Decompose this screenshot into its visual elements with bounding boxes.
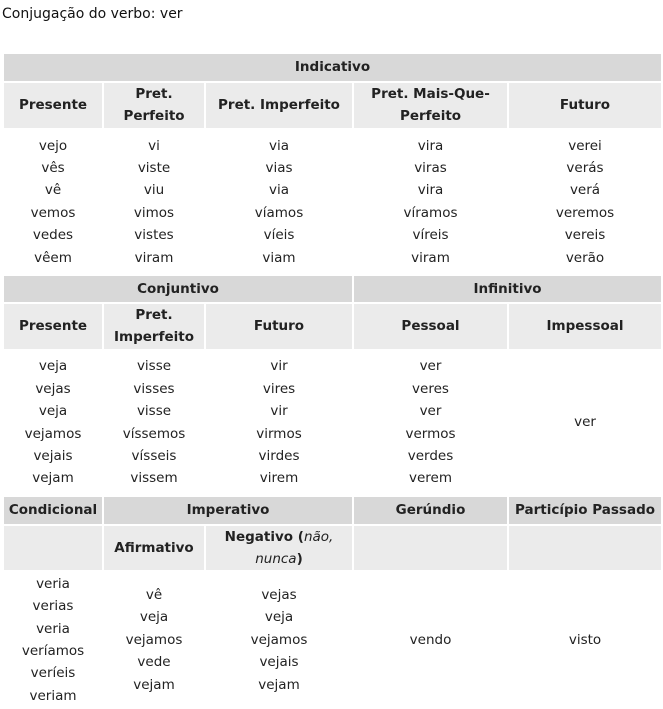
infinitivo-impessoal-value: ver bbox=[508, 350, 662, 496]
verb-form: vísseis bbox=[131, 448, 177, 465]
verb-form: verei bbox=[568, 137, 602, 154]
conjuntivo-imperfeito-header: Pret. Imperfeito bbox=[103, 303, 205, 350]
gerundio-subheader bbox=[353, 525, 508, 572]
page-title: Conjugação do verbo: ver bbox=[2, 6, 183, 22]
verb-form: víeis bbox=[263, 227, 295, 244]
verb-form: visse bbox=[136, 403, 172, 420]
verb-form: víamos bbox=[254, 204, 304, 221]
verb-form: vires bbox=[262, 380, 296, 397]
imperativo-negativo-forms bbox=[205, 571, 353, 708]
indicativo-mais-que-perfeito-forms bbox=[353, 129, 508, 275]
imperativo-negativo-header: Negativo (não, nunca) bbox=[205, 525, 353, 572]
verb-form: veria bbox=[36, 575, 70, 592]
condicional-forms bbox=[3, 571, 103, 708]
verb-form: verias bbox=[32, 598, 74, 615]
verb-form: vias bbox=[265, 160, 293, 176]
participio-value: visto bbox=[508, 571, 662, 708]
indicativo-futuro-header: Futuro bbox=[508, 82, 662, 129]
verb-form: víssemos bbox=[122, 425, 186, 442]
verb-form: vira bbox=[417, 137, 444, 154]
verb-form: viam bbox=[262, 249, 296, 266]
verb-form: vejais bbox=[33, 448, 73, 465]
verb-form: vejam bbox=[258, 676, 300, 693]
indicativo-perfeito-header: Pret. Perfeito bbox=[103, 82, 205, 129]
conjuntivo-imperfeito-forms bbox=[103, 350, 205, 496]
verb-form: ver bbox=[419, 403, 442, 420]
verb-form: vede bbox=[137, 654, 171, 671]
verb-form: ver bbox=[419, 358, 442, 375]
verb-form: vejamos bbox=[250, 631, 308, 648]
indicativo-imperfeito-header: Pret. Imperfeito bbox=[205, 82, 353, 129]
verb-form: veríamos bbox=[21, 642, 85, 659]
verb-form: viste bbox=[137, 160, 171, 176]
conjuntivo-futuro-forms bbox=[205, 350, 353, 496]
verb-form: vejo bbox=[38, 137, 68, 154]
imperativo-afirmativo-header: Afirmativo bbox=[103, 525, 205, 572]
conjuntivo-presente-forms bbox=[3, 350, 103, 496]
verb-form: visse bbox=[136, 358, 172, 375]
verb-form: vê bbox=[44, 182, 62, 199]
verb-form: via bbox=[268, 182, 289, 199]
verb-form: verem bbox=[408, 470, 452, 487]
verb-form: verão bbox=[565, 249, 605, 266]
verb-form: víramos bbox=[403, 204, 458, 221]
condicional-heading: Condicional bbox=[3, 496, 103, 525]
participio-heading: Particípio Passado bbox=[508, 496, 662, 525]
infinitivo-pessoal-header: Pessoal bbox=[353, 303, 508, 350]
verb-form: vira bbox=[417, 182, 444, 199]
infinitivo-pessoal-forms bbox=[353, 350, 508, 496]
verb-form: vês bbox=[41, 160, 65, 176]
imperativo-afirmativo-forms bbox=[103, 571, 205, 708]
verb-form: veres bbox=[412, 380, 449, 397]
imperativo-heading: Imperativo bbox=[103, 496, 353, 525]
indicativo-perfeito-forms bbox=[103, 129, 205, 275]
verb-form: veremos bbox=[555, 204, 615, 221]
verb-form: vir bbox=[270, 403, 288, 420]
infinitivo-heading: Infinitivo bbox=[353, 275, 662, 303]
verb-form: vejas bbox=[35, 380, 71, 397]
verb-form: vejam bbox=[133, 676, 175, 693]
verb-form: vereis bbox=[564, 227, 606, 244]
verb-form: vissem bbox=[130, 470, 178, 487]
verb-form: verdes bbox=[407, 448, 454, 465]
verb-form: vejas bbox=[261, 586, 297, 603]
verb-form: vi bbox=[148, 137, 160, 154]
verb-form: vir bbox=[270, 358, 288, 375]
verb-form: virem bbox=[259, 470, 299, 487]
verb-form: viram bbox=[134, 249, 174, 266]
verb-form: viu bbox=[143, 182, 165, 199]
indicativo-presente-header: Presente bbox=[3, 82, 103, 129]
verb-form: vejam bbox=[32, 470, 74, 487]
verb-form: víreis bbox=[412, 227, 449, 244]
indicativo-mais-que-perfeito-header: Pret. Mais-Que-Perfeito bbox=[353, 82, 508, 129]
gerundio-heading: Gerúndio bbox=[353, 496, 508, 525]
verb-form: vejais bbox=[259, 654, 299, 671]
verb-form: vermos bbox=[405, 425, 456, 442]
verb-form: virmos bbox=[256, 425, 302, 442]
participio-subheader bbox=[508, 525, 662, 572]
indicativo-heading: Indicativo bbox=[3, 53, 662, 82]
verb-form: vimos bbox=[133, 204, 175, 221]
verb-form: vedes bbox=[32, 227, 74, 244]
verb-form: vistes bbox=[134, 227, 174, 244]
conjugation-table bbox=[2, 52, 663, 709]
verb-form: vejamos bbox=[125, 631, 183, 648]
gerundio-value: vendo bbox=[353, 571, 508, 708]
indicativo-imperfeito-forms bbox=[205, 129, 353, 275]
conjuntivo-presente-header: Presente bbox=[3, 303, 103, 350]
verb-form: veja bbox=[264, 609, 294, 626]
verb-form: veja bbox=[38, 358, 68, 375]
verb-form: virdes bbox=[258, 448, 300, 465]
verb-form: veríeis bbox=[30, 665, 76, 682]
conjuntivo-heading: Conjuntivo bbox=[3, 275, 353, 303]
indicativo-futuro-forms bbox=[508, 129, 662, 275]
indicativo-presente-forms bbox=[3, 129, 103, 275]
verb-form: visses bbox=[133, 380, 175, 397]
negativo-note: não, nunca bbox=[255, 528, 334, 568]
verb-form: verás bbox=[566, 160, 604, 176]
condicional-subheader bbox=[3, 525, 103, 572]
verb-form: vêem bbox=[34, 249, 72, 266]
verb-form: veriam bbox=[29, 687, 77, 704]
verb-form: vemos bbox=[30, 204, 76, 221]
verb-form: veja bbox=[38, 403, 68, 420]
verb-form: viras bbox=[414, 160, 447, 176]
verb-form: veja bbox=[139, 609, 169, 626]
infinitivo-impessoal-header: Impessoal bbox=[508, 303, 662, 350]
verb-form: veria bbox=[36, 620, 70, 637]
conjuntivo-futuro-header: Futuro bbox=[205, 303, 353, 350]
verb-form: verá bbox=[569, 182, 601, 199]
verb-form: via bbox=[268, 137, 289, 154]
verb-form: vejamos bbox=[24, 425, 82, 442]
verb-form: viram bbox=[411, 249, 450, 266]
verb-form: vê bbox=[145, 586, 163, 603]
